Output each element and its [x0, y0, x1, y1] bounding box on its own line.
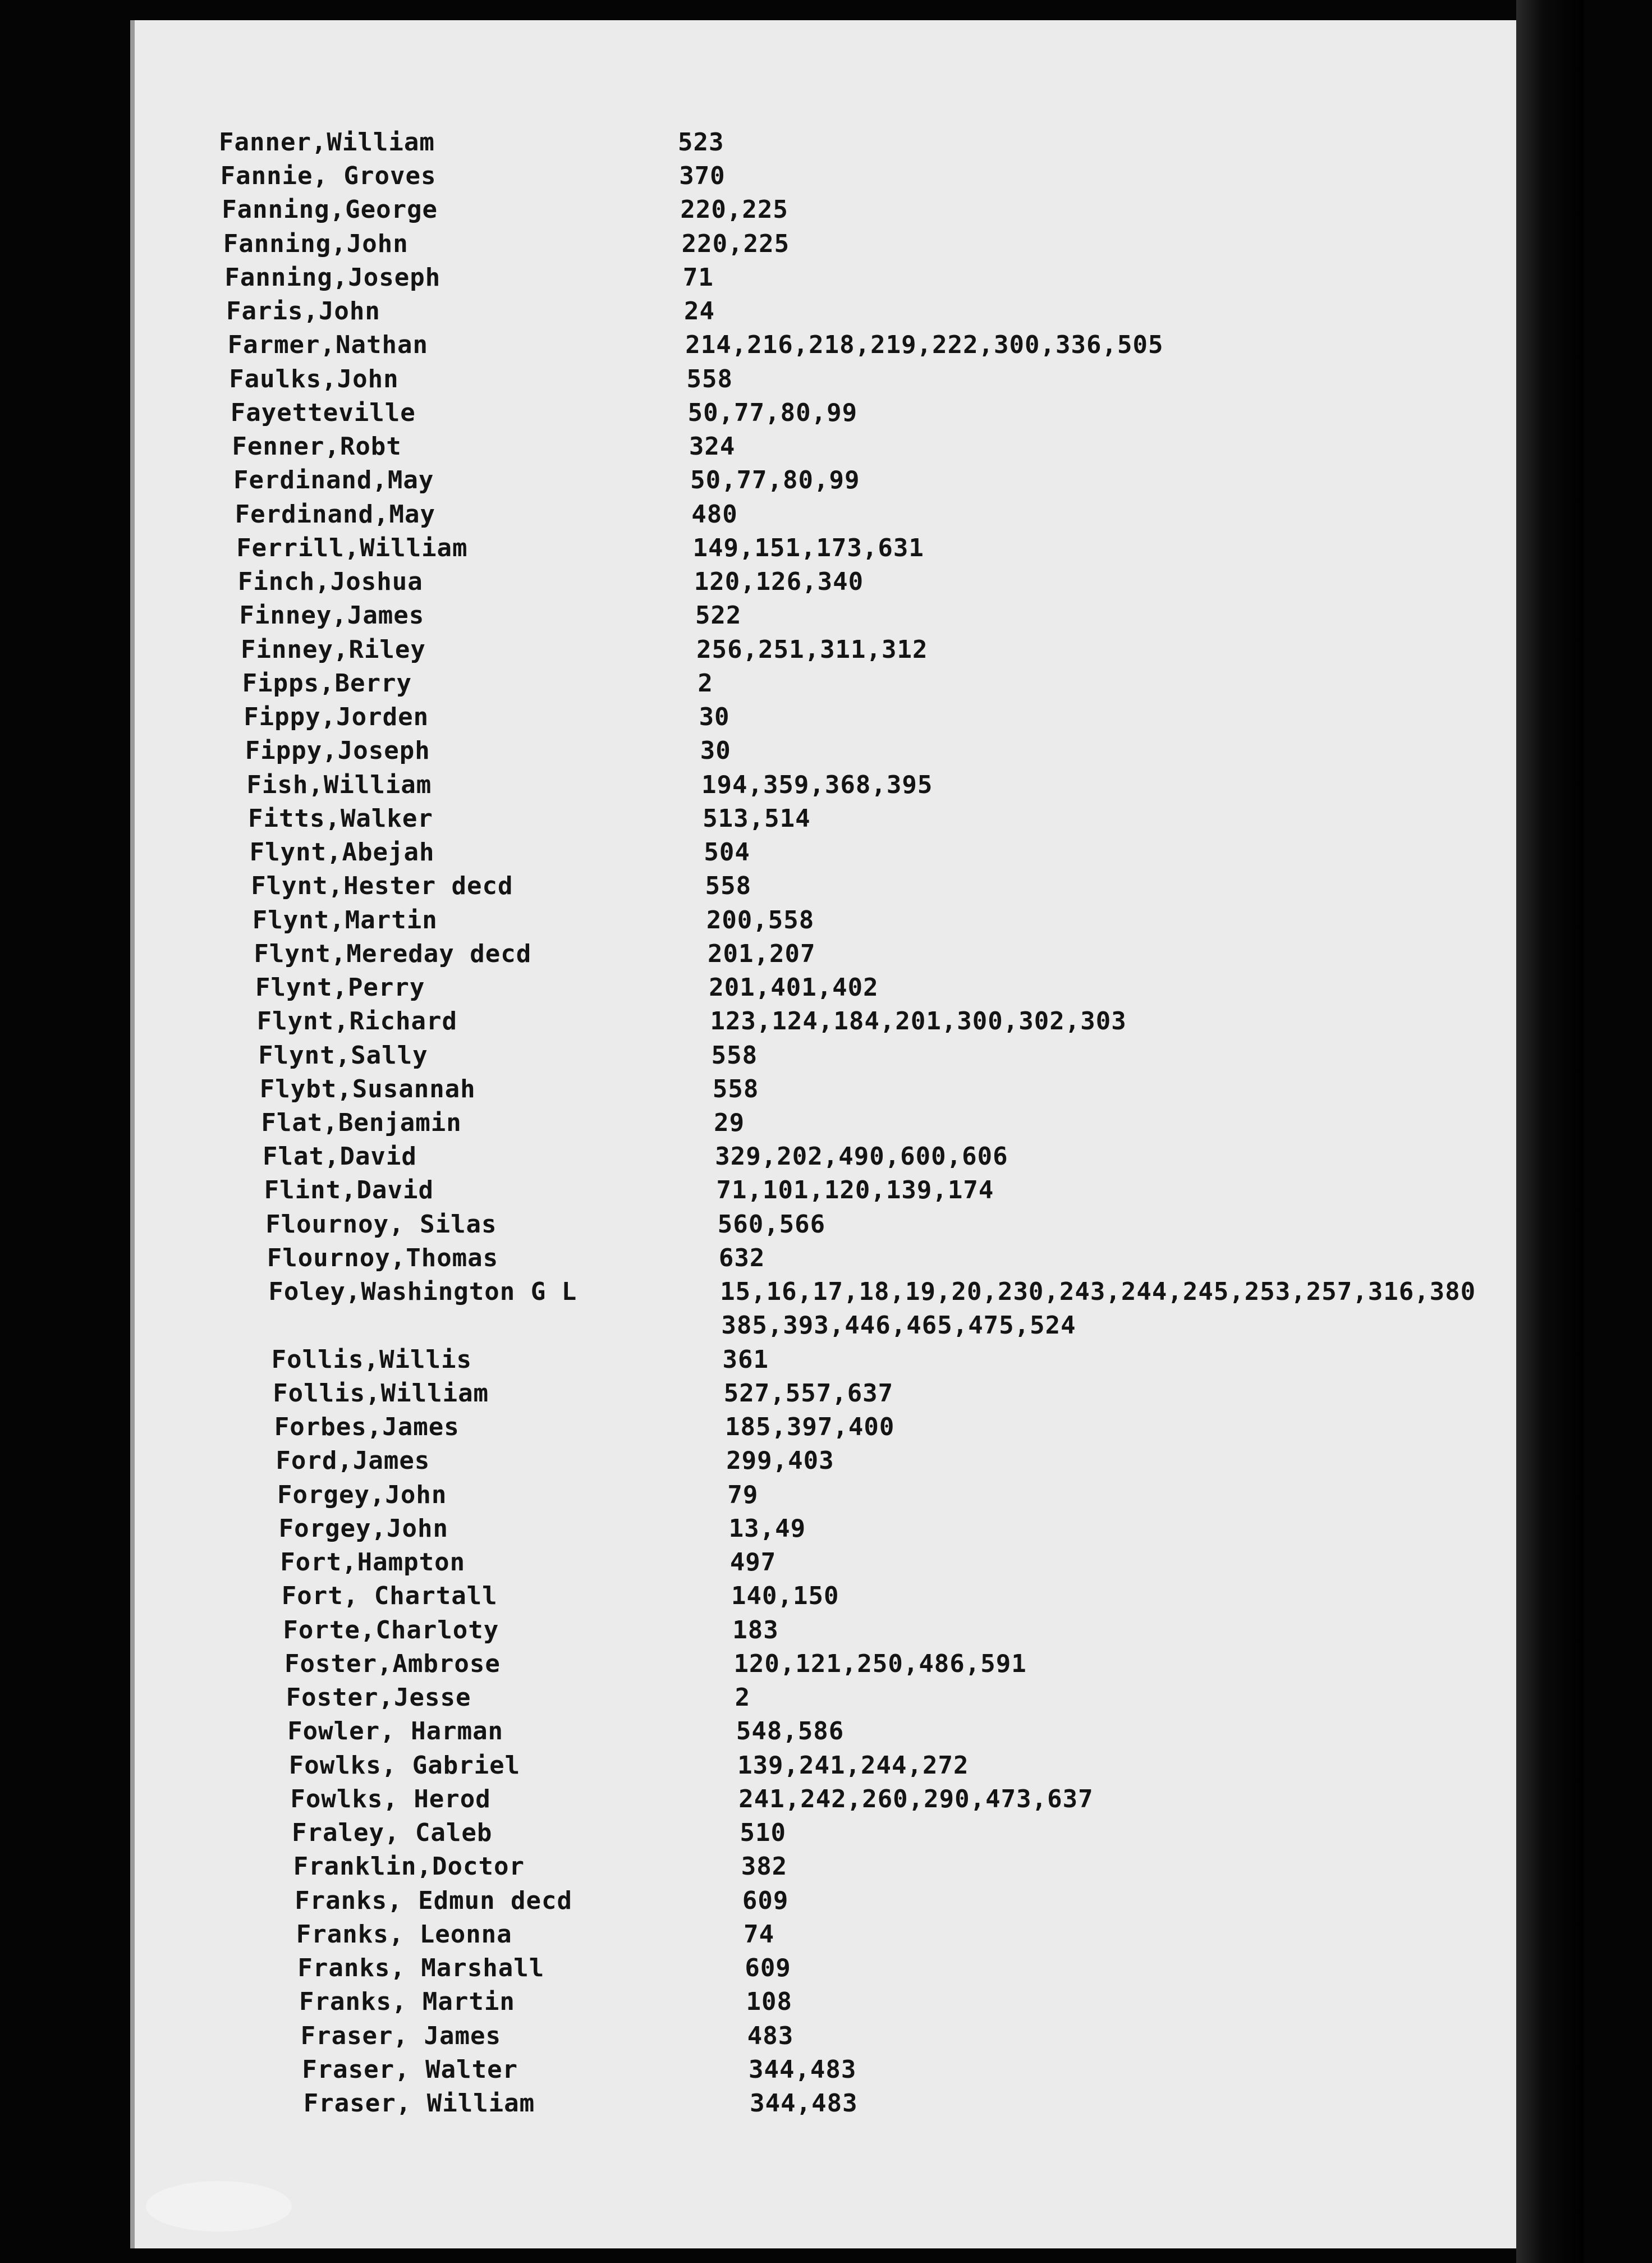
index-entry: [135, 1647, 1521, 1681]
page-edge-shadow: [1516, 0, 1584, 2263]
index-entry: [135, 2019, 1521, 2053]
entry-name: Fraley, Caleb: [292, 1818, 493, 1848]
index-entry: [135, 430, 1521, 464]
entry-pages: 324: [689, 432, 736, 461]
entry-pages: 30: [700, 736, 731, 766]
index-entry: [135, 193, 1521, 227]
entry-name: Foley,Washington G L: [268, 1277, 577, 1307]
entry-name: Flournoy, Silas: [265, 1210, 497, 1239]
index-entry: [135, 1749, 1521, 1783]
index-entry: [135, 1309, 1521, 1343]
index-entry: [135, 1884, 1521, 1918]
entry-name: Flynt,Martin: [252, 905, 438, 934]
entry-pages: 108: [746, 1987, 793, 2017]
entry-name: Forbes,James: [274, 1413, 460, 1442]
entry-pages: 183: [732, 1615, 779, 1644]
entry-pages: 385,393,446,465,475,524: [721, 1311, 1076, 1340]
entry-name: Ferdinand,May: [233, 466, 434, 495]
entry-name: Franks, Edmun decd: [295, 1886, 573, 1915]
index-entry: [135, 532, 1521, 565]
entry-name: Fraser, Walter: [302, 2055, 518, 2084]
entry-pages: 194,359,368,395: [701, 770, 933, 799]
entry-pages: 299,403: [726, 1446, 834, 1476]
entry-pages: 558: [711, 1041, 758, 1070]
entry-name: Flynt,Sally: [258, 1041, 428, 1070]
index-entry: [135, 667, 1521, 700]
entry-name: Flat,David: [263, 1142, 417, 1171]
entry-pages: 560,566: [717, 1210, 826, 1239]
entry-pages: 513,514: [703, 804, 811, 833]
entry-pages: 361: [722, 1345, 769, 1374]
entry-name: Ferdinand,May: [235, 500, 435, 529]
entry-pages: 241,242,260,290,473,637: [738, 1784, 1094, 1813]
index-entry: [135, 2053, 1521, 2087]
index-entry: [135, 1343, 1521, 1377]
index-entry: [135, 904, 1521, 937]
entry-name: Fippy,Joseph: [245, 736, 430, 766]
entry-pages: 483: [747, 2021, 794, 2050]
entry-pages: 558: [686, 364, 733, 393]
index-entry: [135, 2087, 1521, 2120]
entry-pages: 220,225: [680, 195, 788, 225]
entry-pages: 329,202,490,600,606: [715, 1142, 1008, 1171]
entry-name: Faulks,John: [229, 364, 399, 393]
index-entry: [135, 1106, 1521, 1140]
entry-pages: 24: [684, 297, 715, 326]
entry-pages: 50,77,80,99: [690, 466, 860, 495]
index-entry: [135, 159, 1521, 193]
entry-name: Follis,Willis: [271, 1345, 472, 1374]
entry-name: Franklin,Doctor: [293, 1852, 525, 1881]
entry-name: Ford,James: [276, 1446, 430, 1476]
entry-name: Flynt,Abejah: [249, 838, 435, 867]
entry-pages: 50,77,80,99: [687, 398, 858, 427]
entry-pages: 15,16,17,18,19,20,230,243,244,245,253,257,316,380: [720, 1277, 1476, 1307]
entry-pages: 13,49: [728, 1514, 806, 1543]
entry-pages: 382: [741, 1852, 788, 1881]
index-entry: [135, 261, 1521, 295]
entry-pages: 632: [718, 1243, 765, 1272]
index-entry: [135, 1715, 1521, 1748]
entry-name: Flynt,Mereday decd: [254, 939, 532, 968]
entry-name: Fraser, William: [303, 2089, 535, 2118]
entry-name: Farmer,Nathan: [227, 331, 428, 360]
entry-pages: 185,397,400: [724, 1413, 895, 1442]
entry-name: Franks, Marshall: [297, 1954, 545, 1983]
index-entry: [135, 802, 1521, 836]
index-entry: [135, 1005, 1521, 1038]
index-entry: [135, 599, 1521, 633]
entry-name: Fowlks, Gabriel: [288, 1751, 521, 1780]
entry-name: Finney,James: [239, 601, 425, 630]
index-entry: [135, 498, 1521, 532]
index-entry: [135, 1140, 1521, 1174]
entry-pages: 149,151,173,631: [692, 533, 924, 562]
entry-name: Franks, Martin: [299, 1987, 515, 2017]
index-entry: [135, 1410, 1521, 1444]
entry-name: Fenner,Robt: [232, 432, 402, 461]
entry-pages: 201,401,402: [709, 973, 879, 1002]
index-entry: [135, 1614, 1521, 1647]
entry-name: Fanning,George: [222, 195, 438, 225]
entry-pages: 497: [729, 1548, 777, 1577]
index-entry: [135, 363, 1521, 396]
index-entry: [135, 565, 1521, 599]
index-list: [135, 20, 1521, 2248]
index-entry: [135, 1850, 1521, 1884]
entry-pages: 214,216,218,219,222,300,336,505: [685, 331, 1164, 360]
entry-pages: 523: [678, 128, 724, 157]
entry-pages: 256,251,311,312: [696, 635, 928, 664]
entry-pages: 510: [740, 1818, 786, 1848]
entry-pages: 200,558: [706, 905, 815, 934]
index-entry: [135, 1208, 1521, 1242]
entry-pages: 29: [714, 1108, 745, 1137]
entry-pages: 79: [727, 1480, 759, 1509]
entry-name: Flat,Benjamin: [261, 1108, 462, 1137]
index-entry: [135, 1985, 1521, 2019]
entry-pages: 548,586: [736, 1717, 845, 1746]
index-entry: [135, 700, 1521, 734]
entry-pages: 370: [679, 162, 726, 191]
entry-pages: 558: [705, 872, 752, 901]
index-entry: [135, 734, 1521, 768]
index-entry: [135, 971, 1521, 1005]
index-entry: [135, 1039, 1521, 1073]
index-entry: [135, 1546, 1521, 1579]
index-entry: [135, 1816, 1521, 1850]
index-entry: [135, 227, 1521, 261]
entry-name: Fanning,Joseph: [224, 263, 441, 292]
entry-pages: 123,124,184,201,300,302,303: [710, 1007, 1127, 1036]
entry-pages: 201,207: [708, 939, 816, 968]
entry-name: Foster,Ambrose: [284, 1649, 501, 1678]
entry-name: Fort,Hampton: [280, 1548, 466, 1577]
index-entry: [135, 1377, 1521, 1410]
entry-pages: 2: [697, 668, 713, 698]
entry-pages: 71: [682, 263, 714, 292]
index-entry: [135, 1952, 1521, 1985]
entry-name: Foster,Jesse: [286, 1683, 471, 1712]
index-entry: [135, 328, 1521, 362]
entry-name: Fanner,William: [219, 128, 435, 157]
entry-pages: 522: [695, 601, 742, 630]
entry-name: Fowlks, Herod: [290, 1784, 491, 1813]
entry-name: Forte,Charloty: [283, 1615, 499, 1644]
entry-name: Fish,William: [246, 770, 432, 799]
index-entry: [135, 1512, 1521, 1546]
entry-name: Fipps,Berry: [242, 668, 412, 698]
index-entry: [135, 1242, 1521, 1275]
entry-name: Fitts,Walker: [248, 804, 433, 833]
index-entry: [135, 836, 1521, 869]
index-entry: [135, 1444, 1521, 1478]
entry-pages: 609: [742, 1886, 789, 1915]
entry-pages: 139,241,244,272: [737, 1751, 969, 1780]
index-entry: [135, 464, 1521, 497]
entry-pages: 140,150: [731, 1582, 839, 1611]
entry-name: Flournoy,Thomas: [267, 1243, 499, 1272]
entry-name: Flybt,Susannah: [259, 1074, 476, 1103]
entry-pages: 527,557,637: [723, 1378, 894, 1408]
entry-name: Flynt,Perry: [255, 973, 425, 1002]
index-entry: [135, 937, 1521, 971]
entry-pages: 480: [691, 500, 738, 529]
entry-name: Fanning,John: [223, 229, 409, 258]
entry-pages: 220,225: [681, 229, 790, 258]
index-entry: [135, 396, 1521, 430]
index-entry: [135, 1073, 1521, 1106]
entry-name: Fowler, Harman: [287, 1717, 504, 1746]
entry-pages: 558: [712, 1074, 759, 1103]
entry-name: Fort, Chartall: [281, 1582, 498, 1611]
index-entry: [135, 1478, 1521, 1512]
entry-pages: 2: [735, 1683, 751, 1712]
entry-name: Fippy,Jorden: [244, 703, 429, 732]
entry-name: Franks, Leonna: [296, 1920, 512, 1949]
entry-name: Finney,Riley: [241, 635, 426, 664]
entry-pages: 30: [699, 703, 730, 732]
entry-name: Faris,John: [226, 297, 380, 326]
entry-pages: 504: [704, 838, 750, 867]
index-entry: [135, 633, 1521, 667]
entry-pages: 71,101,120,139,174: [716, 1176, 994, 1205]
entry-name: Flint,David: [264, 1176, 434, 1205]
index-entry: [135, 1579, 1521, 1613]
entry-pages: 344,483: [748, 2055, 857, 2084]
index-page: [130, 20, 1521, 2248]
index-entry: [135, 1783, 1521, 1816]
index-entry: [135, 1918, 1521, 1952]
index-entry: [135, 126, 1521, 159]
entry-pages: 120,126,340: [694, 567, 864, 597]
index-entry: [135, 1681, 1521, 1715]
entry-name: Fraser, James: [300, 2021, 501, 2050]
entry-pages: 344,483: [750, 2089, 858, 2118]
index-entry: [135, 1174, 1521, 1207]
entry-name: Finch,Joshua: [237, 567, 423, 597]
entry-pages: 609: [745, 1954, 791, 1983]
entry-name: Ferrill,William: [236, 533, 468, 562]
entry-name: Fayetteville: [230, 398, 416, 427]
entry-name: Flynt,Richard: [256, 1007, 457, 1036]
entry-pages: 74: [744, 1920, 775, 1949]
index-entry: [135, 1275, 1521, 1309]
entry-name: Forgey,John: [278, 1514, 448, 1543]
entry-name: Fannie, Groves: [220, 162, 437, 191]
entry-name: Forgey,John: [277, 1480, 447, 1509]
index-entry: [135, 295, 1521, 328]
entry-name: Flynt,Hester decd: [251, 872, 513, 901]
entry-pages: 120,121,250,486,591: [733, 1649, 1027, 1678]
index-entry: [135, 768, 1521, 802]
index-entry: [135, 869, 1521, 903]
entry-name: Follis,William: [273, 1378, 489, 1408]
